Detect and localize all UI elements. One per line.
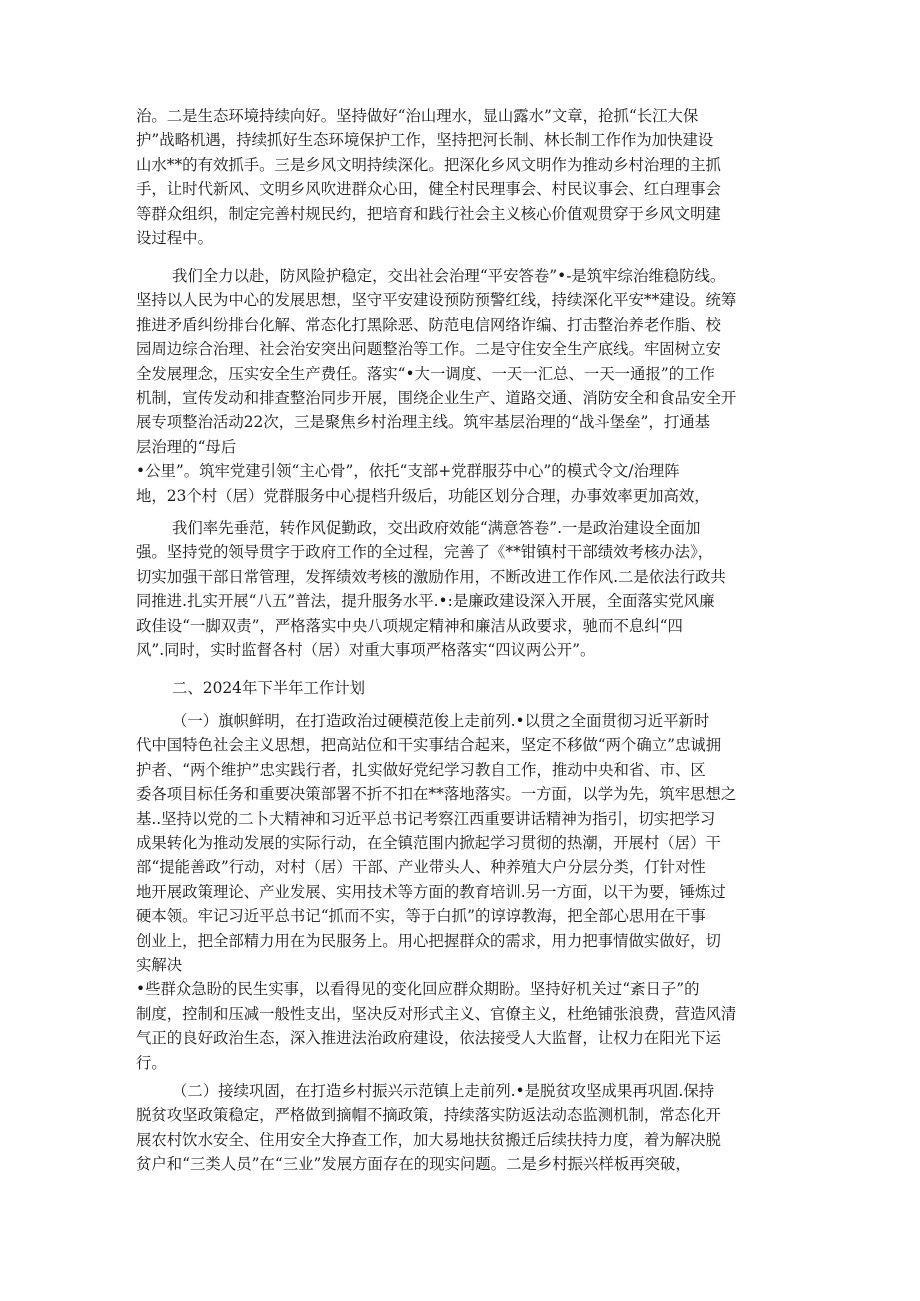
- text-line: 政佳设“一脚双责”，严格落实中央八项规定精神和廉洁从政要求，驰而不息纠“四: [136, 616, 683, 635]
- text-line: 地，23个村（居）党群服务中心提档升级后，功能区划分合理，办事效率更加高效，: [136, 486, 710, 505]
- text-line: （一）旗帜鲜明，在打造政治过硬模范俊上走前列.•以贯之全面贯彻习近平新时: [172, 712, 710, 730]
- text-line: 风”.同时，实时监督各村（居）对重大事项严格落实“四议两公开”。: [136, 641, 596, 660]
- text-line: 地开展政策理论、产业发展、实用技术等方面的教育培训.另一方面，以干为要，锤炼过: [136, 882, 726, 901]
- text-line: 实解决: [136, 956, 183, 975]
- paragraph-government-efficiency: [136, 516, 784, 662]
- section-heading-2024-plan: 二、2024年下半年工作计划: [172, 679, 366, 697]
- text-line: 治。二是生态环境持续向好。坚持做好“治山理水，显山露水”文章，抢抓“长江大保: [136, 107, 699, 125]
- text-line: 层治理的“母后: [136, 437, 237, 456]
- text-line: 推进矛盾纠纷排台化解、常态化打黑除恶、防范电信网络诈编、打击整治养老作脂、校: [136, 315, 721, 334]
- text-line: 基..坚持以党的二卜大精神和习近平总书记考察江西重要讲话精神为指引，切实把学习: [136, 809, 716, 828]
- text-line: •些群众急盼的民生实事，以看得见的变化回应群众期盼。坚持好机关过“紊日子”的: [136, 980, 700, 999]
- text-line: 切实加强干部日常管理，发挥绩效考核的激励作用，不断改进工作作风.二是依法行政共: [136, 567, 726, 586]
- text-line: 山水**的有效抓手。三是乡风文明持续深化。把深化乡风文明作为推动乡村治理的主抓: [136, 155, 721, 174]
- text-line: 成果转化为推动发展的实际行动，在全镇范围内掀起学习贯彻的热潮，开展村（居）干: [136, 834, 721, 853]
- text-line: 设过程中。: [136, 229, 213, 248]
- text-line: 等群众组织，制定完善村规民约，把培育和践行社会主义核心价值观贯穿于乡风文明建: [136, 204, 721, 223]
- paragraph-political-model: [136, 709, 784, 1075]
- text-line: 护者、“两个维护”忠实践行者，扎实做好党纪学习教自工作，推动中央和省、市、区: [136, 760, 706, 779]
- text-line: 强。坚持党的领导贯字于政府工作的全过程，完善了《**钳镇村干部绩效考核办法》，: [136, 543, 714, 562]
- text-line: 展专项整治活动22次，三是聚焦乡村治理主线。筑牢基层治理的“战斗堡垒”，打通基: [136, 413, 710, 432]
- text-line: 机制，宣传发动和排查整治同步开展，围绕企业生产、道路交通、消防安全和食品安全开: [136, 389, 737, 408]
- text-line: 贫户和“三类人员”在“三业”发展方面存在的现实问题。二是乡村振兴样板再突破，: [136, 1155, 691, 1174]
- text-line: 同推进.扎实开展“八五”普法，提升服务水平.•:是廉政建设深入开展，全面落实党风廉: [136, 592, 715, 611]
- paragraph-social-governance: [136, 264, 784, 508]
- text-line: 脱贫攻坚政策稳定，严格做到摘帽不摘政策，持续落实防返法动态监测机制，常态化开: [136, 1106, 721, 1125]
- text-line: 手，让时代新风、文明乡风吹进群众心田，健全村民理事会、村民议事会、红白理事会: [136, 180, 721, 199]
- text-line: 制度，控制和压减一般性支出，坚决反对形式主义、官僚主义，杜绝铺张浪费，营造风清: [136, 1004, 737, 1023]
- text-line: 代中国特色社会主义思想，把高站位和干实事结合起来，坚定不移做“两个确立”忠诚拥: [136, 736, 722, 755]
- text-line: 我们率先垂范，转作风促勤政，交出政府效能“满意答卷”.一是政治建设全面加: [172, 519, 701, 537]
- text-line: 气正的良好政治生态，深入推进法治政府建设，依法接受人大监督，让权力在阳光下运: [136, 1029, 721, 1048]
- text-line: 护”战略机遇，持续抓好生态环境保护工作，坚持把河长制、林长制工作作为加快建设: [136, 131, 714, 150]
- text-line: 全发展理念，压实安全生产费任。落实“•大一调度、一天一汇总、一天一通报”的工作: [136, 364, 715, 383]
- text-line: •公里”。筑牢党建引领“主心骨”，依托“支部+党群服芬中心”的模式令文/治理阵: [136, 462, 680, 481]
- text-line: 硬本领。牢记习近平总书记“抓而不实，等于白抓”的谆谆教海，把全部心思用在干事: [136, 907, 706, 926]
- text-line: 创业上，把全部精力用在为民服务上。用心把握群众的需求，用力把事情做实做好，切: [136, 931, 721, 950]
- text-line: 坚持以人民为中心的发展思想，坚守平安建设预防预警红线，持续深化平安**建设。统筹: [136, 291, 737, 310]
- paragraph-rural-revitalization: [136, 1079, 784, 1177]
- text-line: 展农村饮水安全、住用安全大挣查工作，加大易地扶贫搬迁后续扶持力度，着为解决脱: [136, 1130, 721, 1149]
- text-line: 部“提能善政”行动，对村（居）干部、产业带头人、种养殖大户分层分类，仃针对性: [136, 858, 706, 877]
- text-line: 园周边综合治理、社会治安突出问题整治等工作。二是守住安全生产底线。牢固树立安: [136, 340, 721, 359]
- text-line: 行。: [136, 1053, 167, 1072]
- text-line: （二）接续巩固，在打造乡村振兴示范镇上走前列.•是脱贫攻坚成果再巩固.保持: [172, 1082, 715, 1100]
- text-line: 委各项目标任务和重要决策部署不折不扣在**落地落实。一方面，以学为先，筑牢思想之: [136, 785, 737, 804]
- paragraph-ecology: [136, 104, 784, 250]
- text-line: 我们全力以赴，防风险护稳定，交出社会治理“平安答卷”•-是筑牢综治维稳防线。: [172, 267, 726, 285]
